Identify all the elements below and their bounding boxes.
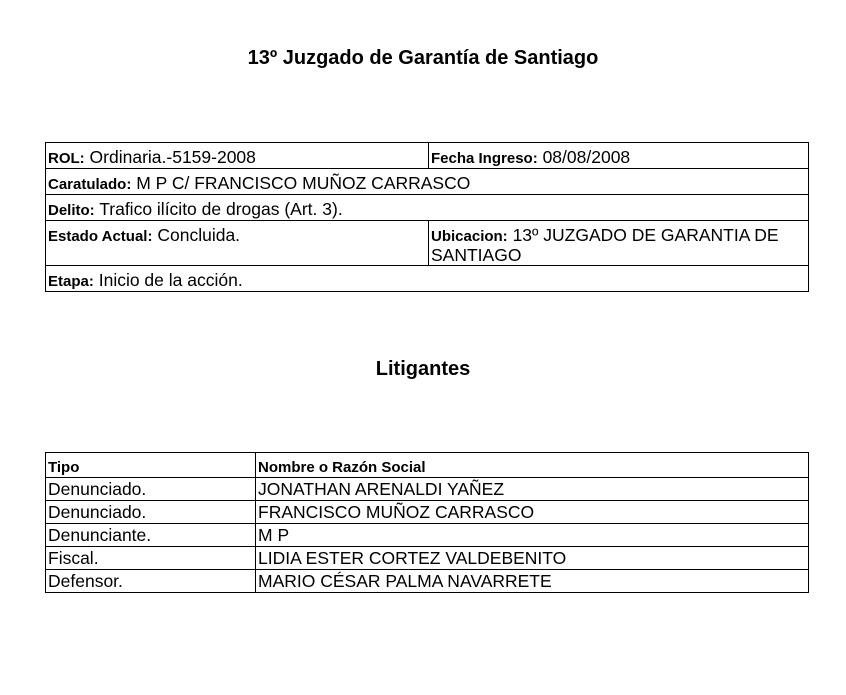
fecha-ingreso-label: Fecha Ingreso: [431,150,538,167]
tipo-cell: Denunciante. [46,524,256,547]
tipo-cell: Denunciado. [46,478,256,501]
ubicacion-cell [429,221,809,266]
case-row-etapa [46,266,809,292]
nombre-cell: MARIO CÉSAR PALMA NAVARRETE [256,570,809,593]
case-details-table [45,142,809,292]
estado-actual-cell [46,221,429,266]
tipo-cell: Defensor. [46,570,256,593]
table-row [46,547,809,570]
delito-value: Trafico ilícito de drogas (Art. 3). [99,199,343,219]
rol-value: Ordinaria.-5159-2008 [89,147,256,167]
estado-actual-label: Estado Actual: [48,228,153,245]
rol-label: ROL: [48,150,85,167]
nombre-cell: LIDIA ESTER CORTEZ VALDEBENITO [256,547,809,570]
fecha-ingreso-cell [429,143,809,169]
caratulado-cell [46,169,809,195]
table-row [46,524,809,547]
ubicacion-value: 13º JUZGADO DE GARANTIA DE SANTIAGO [431,225,779,265]
table-row [46,570,809,593]
caratulado-value: M P C/ FRANCISCO MUÑOZ CARRASCO [136,173,471,193]
page-title: 13º Juzgado de Garantía de Santiago [247,47,599,69]
rol-cell [46,143,429,169]
ubicacion-label: Ubicacion: [431,228,508,245]
case-row-rol [46,143,809,169]
case-row-delito [46,195,809,221]
case-row-estado [46,221,809,266]
fecha-ingreso-value: 08/08/2008 [542,147,631,167]
table-header-row [46,453,809,478]
litigantes-table [45,452,809,593]
nombre-cell: JONATHAN ARENALDI YAÑEZ [256,478,809,501]
etapa-cell [46,266,809,292]
nombre-cell: FRANCISCO MUÑOZ CARRASCO [256,501,809,524]
case-row-caratulado [46,169,809,195]
etapa-label: Etapa: [48,273,94,290]
caratulado-label: Caratulado: [48,176,132,193]
delito-cell [46,195,809,221]
nombre-cell: M P [256,524,809,547]
table-row [46,501,809,524]
column-header-tipo: Tipo [46,453,256,478]
litigantes-heading: Litigantes [375,358,471,380]
etapa-value: Inicio de la acción. [98,270,243,290]
estado-actual-value: Concluida. [157,225,241,245]
tipo-cell: Denunciado. [46,501,256,524]
delito-label: Delito: [48,202,95,219]
column-header-nombre: Nombre o Razón Social [256,453,809,478]
table-row [46,478,809,501]
tipo-cell: Fiscal. [46,547,256,570]
